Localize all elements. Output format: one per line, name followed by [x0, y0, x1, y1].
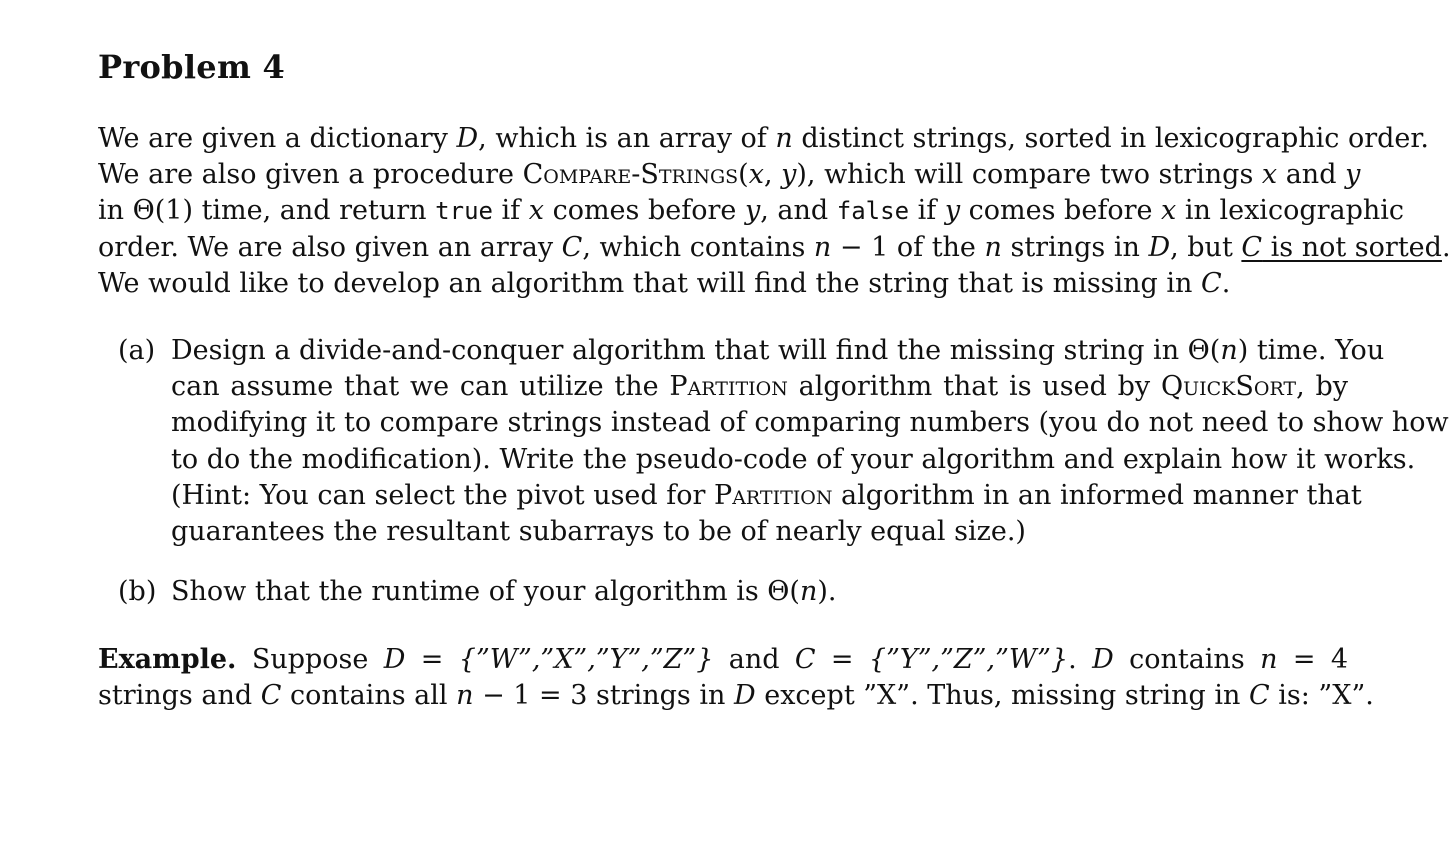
text: except ”X”. Thus, missing string in: [755, 680, 1249, 712]
math-set: = {”Y”,”Z”,”W”}: [815, 644, 1069, 675]
text: , by: [1296, 371, 1349, 403]
part-a-label: (a): [118, 335, 156, 366]
text: is not sorted: [1262, 231, 1442, 263]
code-keyword: true: [435, 197, 493, 226]
text: .: [1441, 231, 1451, 263]
math-var: C: [1201, 267, 1222, 299]
text: if: [909, 195, 945, 227]
text: We would like to develop an algorithm that will find the string that is missing in: [98, 267, 1202, 299]
text: , which is an array of: [478, 123, 776, 154]
text: algorithm in an informed manner that: [832, 479, 1362, 511]
math-var: D: [1092, 644, 1114, 675]
text: comes before: [960, 195, 1162, 227]
text: and: [713, 644, 795, 675]
text: , which contains: [582, 231, 814, 263]
math-var: n: [813, 231, 832, 263]
part-b-label: (b): [118, 576, 157, 607]
part-a-line: modifying it to compare strings instead of comparing numbers (you do not need to show how: [171, 407, 1449, 439]
underlined-phrase: [1241, 232, 1442, 263]
text: in Θ(1) time, and return: [98, 195, 436, 227]
text: ).: [817, 576, 837, 607]
text: Suppose: [236, 644, 384, 675]
part-a-line: [171, 369, 1348, 405]
code-keyword: false: [836, 197, 910, 226]
math-var: x: [1261, 159, 1278, 191]
example-line: [98, 678, 1374, 714]
text: strings and: [98, 680, 261, 712]
math-var: D: [733, 680, 756, 712]
statement-line: [98, 230, 1451, 266]
math-var: C: [260, 680, 282, 712]
math-set: = {”W”,”X”,”Y”,”Z”}: [405, 644, 714, 675]
math-var: x: [528, 195, 544, 227]
procedure-name: Partition: [669, 371, 788, 403]
problem-statement: [98, 121, 1451, 302]
math-var: x: [748, 159, 764, 191]
text: .: [1221, 267, 1231, 299]
procedure-name: Partition: [714, 479, 833, 511]
statement-line: [98, 121, 1429, 157]
text: can assume that we can utilize the: [171, 371, 670, 403]
text: is: ”X”.: [1269, 680, 1374, 712]
text: algorithm that is used by: [787, 371, 1161, 403]
part-a-line: [171, 478, 1362, 514]
math-var: n: [984, 231, 1002, 263]
statement-line: [98, 157, 1361, 193]
text: − 1 = 3 strings in: [473, 680, 734, 712]
text: ) time. You: [1237, 335, 1385, 366]
math-var: n: [456, 680, 474, 712]
part-b-line: [171, 574, 1348, 610]
text: distinct strings, sorted in lexicographic order.: [792, 123, 1429, 154]
text: comes before: [544, 195, 745, 227]
text: order. We are also given an array: [98, 231, 562, 263]
text: (Hint: You can select the pivot used for: [171, 479, 715, 511]
math-var: C: [1241, 231, 1263, 263]
math-var: n: [775, 123, 793, 154]
math-var: n: [1220, 335, 1238, 366]
part-a-body: [171, 333, 1449, 550]
math-var: n: [1260, 644, 1278, 675]
text: , and: [760, 195, 837, 227]
text: Design a divide-and-conquer algorithm that will find the missing string in Θ(: [171, 335, 1221, 366]
text: .: [1068, 644, 1093, 675]
text: ,: [763, 159, 782, 191]
text: (: [738, 159, 749, 191]
example-block: [98, 642, 1374, 714]
text: − 1 of the: [831, 231, 985, 263]
problem-title: Problem 4: [98, 48, 286, 86]
text: Show that the runtime of your algorithm is Θ(: [171, 576, 800, 607]
text: contains: [1113, 644, 1261, 675]
part-a-line: to do the modification). Write the pseudo-code of your algorithm and explain how it works.: [171, 443, 1416, 475]
text: and: [1277, 159, 1346, 191]
math-var: n: [799, 576, 818, 607]
example-line: [98, 642, 1348, 678]
math-var: D: [383, 644, 406, 675]
statement-line: [98, 266, 1348, 302]
text: , but: [1170, 231, 1242, 263]
math-var: C: [561, 231, 583, 263]
example-heading: Example.: [98, 644, 237, 675]
math-var: D: [456, 123, 479, 154]
part-a-line: guarantees the resultant subarrays to be of nearly equal size.): [171, 516, 1026, 548]
math-var: y: [781, 159, 797, 191]
text: We are also given a procedure: [98, 159, 523, 191]
text: if: [492, 195, 529, 227]
text: in lexicographic: [1176, 195, 1405, 227]
procedure-name: QuickSort: [1160, 371, 1297, 403]
math-var: C: [794, 644, 816, 675]
math-var: y: [1345, 159, 1361, 191]
text: = 4: [1277, 644, 1348, 675]
math-var: D: [1148, 231, 1171, 263]
text: contains all: [281, 680, 457, 712]
math-var: x: [1161, 195, 1177, 227]
text: strings in: [1001, 231, 1149, 263]
part-b-body: [171, 574, 1348, 610]
procedure-name: Compare-Strings: [522, 159, 739, 191]
statement-line: [98, 193, 1405, 229]
math-var: y: [744, 195, 761, 227]
math-var: y: [944, 195, 961, 227]
text: We are given a dictionary: [98, 123, 457, 154]
text: ), which will compare two strings: [796, 159, 1262, 191]
math-var: C: [1249, 680, 1270, 712]
part-a-line: [171, 333, 1385, 369]
